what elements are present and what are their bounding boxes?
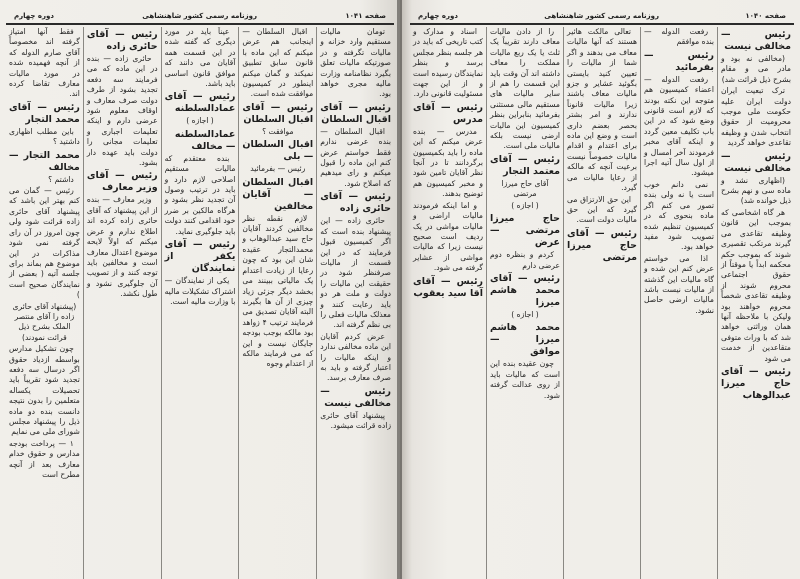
paragraph: مدرس — بنده عرض میکنم که این ماده را باید بکمیسیون برگردانند تا در آنجا نظر آقایان تامین شود و مخبر کمیسیون هم توضیح بدهند. [413,126,483,199]
text-column [238,27,316,579]
paragraph: وزیر معارف — بنده از این پیشنهاد که آقای حائری زاده کرده اند اطلاع ندارم و عرض میکنم که اولاً لایحه موضوع اعتدال معارف است و مخالفین باید توجه کنند و از تصویب آن جلوگیری نشود و طول نکشد. [86,195,158,299]
paragraph: بنده معتقدم که مالیات مستقیم اصلاحی لازم دارد و باید در ترتیب وصول آن تجدید نظر بشود و هرگاه مالکین بر ضرر خود اقدامی کنند دولت باید جلوگیری نماید. [164,153,236,236]
speaker-line: حاج میرزا مرتضی — عرض [490,213,560,249]
paragraph: هر گاه اشخاصی که بموجب این قانون وظیفه تقاعدی می گیرند مرتکب تقصیری شوند که بموجب حکم محکمه ابداً یا موقتاً از حقوق اجتماعی محروم شوند از وظیفه تقاعدی شخصاً محروم خواهند بود ولیکن با ملاحظه آنها همان وراثتی خواهد شد که با وراث متوفی متقاعدین از خدمت می شود [721,207,791,363]
text-column [83,27,161,579]
paragraph: ۱ — پرداخت بودجه مدارس و حقوق خدام معارف بعد از آنچه مطرح است [9,438,80,480]
speaker-line: محمد هاشم میرزا — موافق [490,322,560,358]
paragraph: رفعت الدوله — بنده موافقم [644,27,714,47]
paragraph: باین مطلب اظهاری داشتید ؟ [9,126,80,147]
speaker-line: عمادالسلطنه — مخالف [174,128,236,152]
paragraph: حائری زاده — بنده در این ماده که می فرمایند سه دفعه تجدید بشود از طرف دولت صرف معارف و اوقاف معلوم شود عرضی دارم و اینکه تعلیمات اجباری و تعلیمات مجانی را دولت باید عهده دار بشود. [86,54,158,168]
page-number: صفحه ۱۰۴۱ [345,12,386,20]
paragraph: ترک تبعیت ایران دولت ایران علیه حکومت ملی موجب محرومیت از حقوق انتخاب شدن و وظیفه تقاعدی خواهد گردید [721,86,791,148]
text-column [410,27,486,579]
paragraph: عیناً باید در مورد دیگری که گفته شده در این قسمت همه آقایان می دانند که موافق قانون اساسی باید باشد. [164,27,236,89]
speaker-line: رئیس — آقای وزیر معارف [86,170,158,194]
paragraph: اقبال السلطان — اینجانب هم عرض میکنم که این ماده با قانون سابق تطبیق نمیکند و گمان میکنم اینطور در کمیسیون موافقت شده است. [242,27,314,99]
paragraph: عرض کردم آقایان این ماده مخالفی ندارد و اینکه مالیات را اعتبار گرفته و باید به صرف معارف برسد. [320,331,391,383]
paragraph: چون تشکیل مدارس بواسطه ازدیاد حقوق اگر درسال سه دفعه تجدید شود تقریباً باید تحصیلات یکساله متعلمین را بدون نتیجه دانست بنده دو ماده ذیل را پیشنهاد مجلس شورای ملی می نمایم [9,344,80,437]
speaker-line: رئیس — آقای اقبال السلطان [320,101,391,125]
paragraph: و اما اینکه فرمودند مالیات اراضی و مالیات مواشی در یک ردیف است صحیح نیست زیرا که مالیات مواشی از عشایر گرفته می شود. [413,200,483,273]
speaker-line: اقبال السلطان — آقایان مخالفین [242,176,314,212]
paragraph: (اظهاری نشد و ماده سی و نهم بشرح ذیل خوانده شد) [721,175,791,206]
speaker-line: رئیس — آقای معتمد التجار [490,153,560,177]
paragraph: (مخالفی نه بود و مادر می و مقام بشرح ذیل قرائت شد) [721,54,791,84]
text-column [161,27,239,579]
speaker-line: رئیس — مخالفی نیست [721,29,791,52]
speaker-line: رئیس — آقای محمد هاشم میرزا [490,272,560,308]
speaker-line: رئیس — آقای حاج میرزا مرتضی [567,227,637,263]
speaker-line: اقبال السلطان — بلی [242,139,314,163]
paragraph: کردم و بنظره دوم عرضی دارم [490,250,560,270]
speaker-line: رئیس — آقای محمد التجار [9,101,80,125]
period-label: دوره چهارم [418,12,458,20]
centered-note: موافقت ؟ [262,126,294,136]
speaker-line: رئیس — آقای حائری زاده [320,191,391,215]
centered-note: رئیس — بفرمائید [250,164,306,174]
page-gutter [397,0,402,579]
paragraph: اقبال السلطان — بنده عرضی ندارم فقط خواستم عرض کنم این ماده را قبول میکنم و رای میدهیم که اصلاح شود. [320,126,391,188]
speaker-line: رئیس — بفرمائید [644,49,714,73]
page-number: صفحه ۱۰۴۰ [745,12,786,20]
centered-note: (پیشنهاد آقای حائری زاده را آقای منتصر الملک بشرح ذیل قرائت نمودند) [12,301,77,342]
header-rule [410,23,794,25]
centered-note: ( اجازه ) [186,116,214,126]
paragraph: را از دادن مالیات معاف دارند تقریباً یک ثلث یا یک ربع مالیات مملکت را معاف داشته اند آن وقت باید این قسمت را هم از سایر مالیات های مستقیم مالی مستثنی بفرمائید بنابراین بنظر کمیسیون این مالیات ارضی نیست بلکه مالیات ملی است. [490,27,560,151]
page-header [410,6,794,20]
text-columns [6,27,394,579]
newspaper-title: روزنامه رسمی کشور شاهنشاهی [142,12,258,20]
right-page [400,0,800,579]
centered-note: آقای حاج میرزا مرتضی [501,178,549,199]
text-columns [410,27,794,579]
paragraph: یکی از نمایندگان — اشتراک تشکیلات مالیه با وزارت مالیه است. [164,276,236,306]
paragraph: نمی دانم خوب است یا نه ولی بنده تصور می کنم اگر ماده بنحوی که در کمیسیون تنظیم شده تصویب شود مفید خواهد بود. [644,179,714,252]
paragraph: رئیس — گمان می کنم بهتر این باشد که پیشنهاد آقای حائری زاده قرائت شود ولی چون امروز در آن رای گرفته نمی شود مذاکرات در این موضوع هم بماند برای جلسه آتیه ( بعضی از نمایندگان صحیح است ) [9,186,80,300]
paragraph: فقط آنها امتیاز گرفته اند مخصوصاً آقای صارم الدوله که از آنچه فهمیده شده در مورد مالیات معارف تقاضا کرده اند. [9,27,80,99]
speaker-line: رئیس — آقای حائری زاده [86,29,158,52]
text-column [563,27,640,579]
paragraph: چون عقیده بنده این است که مالیات باید از روی عدالت گرفته شود. [490,359,560,400]
period-label: دوره چهارم [14,12,54,20]
paragraph: لازم نقطه نظر مخالفین کردند آقایان حاج سید عبدالوهاب و محمدالتجار عقیده شان این بود که چون رعایا از زیادت اعتدام یک مالیاتی ببینند می بخشد دیگر جزئی زیاد چیزی از آن ها بگیرند البته آقایان تصدیق می فرمایند ترتیب ۴ زواهد بود مالکه بوجب بودجه جایگان نیست و این که می فرمایند مالکه از اعتدام وجوه [242,213,314,369]
speaker-line: رئیس — آقای عمادالسلطنه [164,91,236,115]
centered-note: ( اجازه ) [511,309,539,319]
centered-note: ( اجازه ) [511,200,539,210]
speaker-line: محمد التجار — مخالف [9,149,80,173]
text-column [316,27,394,579]
speaker-line: رئیس — آقای اقبال السلطان [242,101,314,125]
header-rule [6,23,394,25]
page-header [6,6,394,20]
paragraph: حائری زاده — این پیشنهاد بنده است که اگر کمیسیون قبول فرمایند که در این قسمت از مالیات صرفنظر شود در حقیقت این مالیات را دولت و ملت هر دو باید رعایت کنند و معذلک مالیات فعلی را بی نظم گرفته اند. [320,216,391,330]
text-column [640,27,717,579]
text-column [486,27,563,579]
speaker-line: رئیس — آقای یکفر از نمایندگان [164,239,236,275]
text-column [6,27,83,579]
paragraph: پیشنهاد آقای حائری زاده قرائت میشود. [320,410,391,431]
paragraph: تومان مالیات مستقیم وارد خزانه و مالیات تگرفته و در صورتیکه مالیات تعلق بگیرد نظامنامه وزارت مالیه مجری خواهد بود. [320,27,391,99]
paragraph: این حق الارتزاق می گیرد که این حق مالیات دولت است. [567,194,637,225]
speaker-line: رئیس — آقای مدرس [413,101,483,125]
speaker-line: رئیس — مخالفی نیست [320,385,391,409]
speaker-line: رئیس — آقای حاج میرزا عبدالوهاب [721,365,791,401]
paragraph: رفعت الدوله — اعضاء کمیسیون هم متوجه این نکته بودند که لازم است قانونی وضع شود که در این باب تکلیف معین گردد و اینکه آقای مخبر فرمودند آخر امسال و از اول سال آتیه اجرا میشود. [644,74,714,178]
newspaper-title: روزنامه رسمی کشور شاهنشاهی [544,12,660,20]
text-column [717,27,794,579]
paragraph: اسناد و مدارک و کتب تاریخی که باید در هر جلسه بنظر مجلس برسد و بنظر نمایندگان رسیده است و از این جهت مسئولیت قانونی دارد. [413,27,483,99]
paragraph: تعالی مالکت هائیر هستند که آنها مالیات معاف می بدهند و اگر شما از مالیات را تعیین کنید بایستی بگوئید عشایر و جزو مالیات معاف باشند زیرا مالیات قانوناً ندارند و امر بشتر بحصر بعضم داری است و وضع این ماده برای اعتدام و اقدام مالیات خصوصاً نیست برعیت آنچه که مالکه از رعایا مالیات می گیرد. [567,27,637,193]
speaker-line: رئیس — مخالفی نیست [721,150,791,174]
paragraph: اذا می خواستم عرض کنم این شده و گاه مالیات این گذشته از مالیات نیست باشد مالیات ارضی حاصل نشود. [644,253,714,315]
speaker-line: رئیس — آقای آقا سید یعقوب [413,275,483,299]
paragraph: داشتم ؟ [48,174,74,184]
